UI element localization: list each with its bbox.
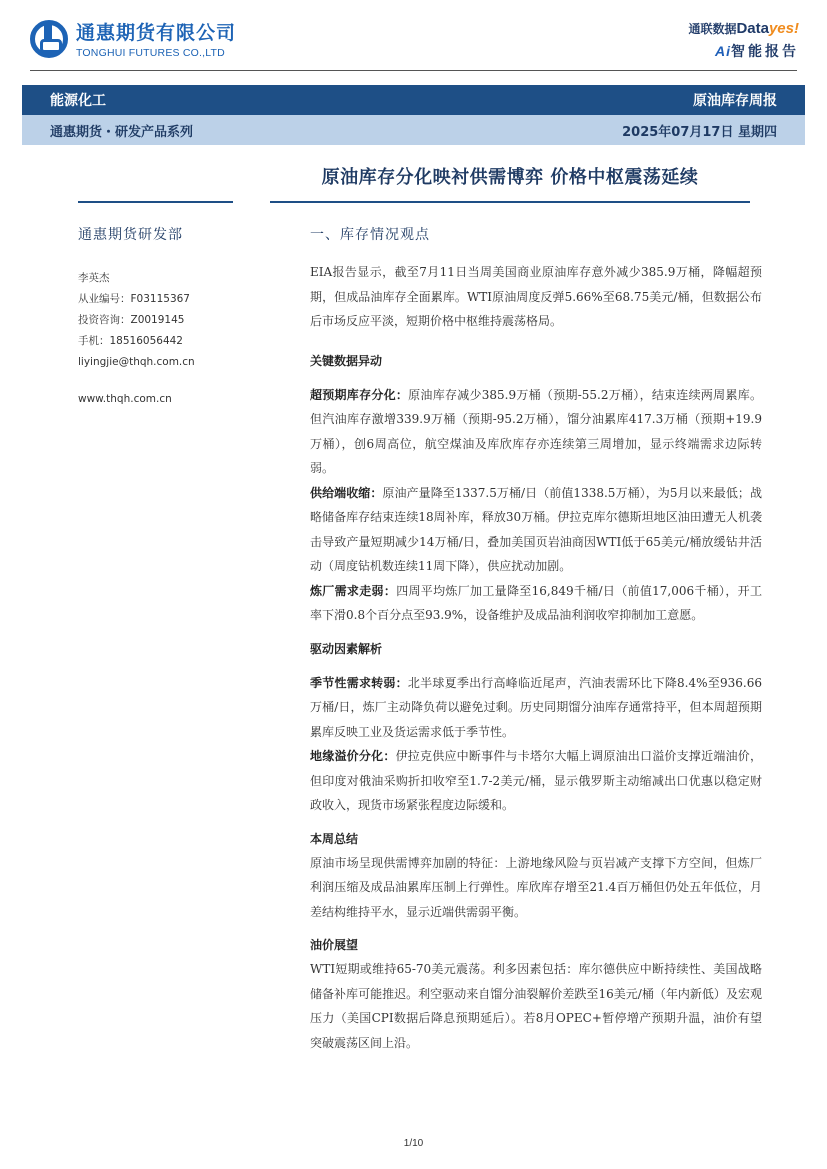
author-sidebar: [78, 224, 253, 410]
outlook-paragraph: WTI短期或维持65-70美元震荡。利多因素包括：库尔德供应中断持续性、美国战略储备补库可能推迟。利空驱动来自馏分油裂解价差跌至16美元/桶（年内新低）及宏观压力（美国CPI数据后降息预期延后）。若8月OPEC+暂停增产预期升温，油价有望突破震荡区间上沿。: [310, 962, 762, 1050]
driver-item-lead: 季节性需求转弱：: [310, 675, 408, 690]
intro-paragraph: EIA报告显示，截至7月11日当周美国商业原油库存意外减少385.9万桶，降幅超预期，但成品油库存全面累库。WTI原油周度反弹5.66%至68.75美元/桶，但数据公布后市场反应平淡，短期价格中枢维持震荡格局。: [310, 265, 762, 328]
key-item-refinery: [310, 579, 762, 628]
page-number: 1/10: [403, 1138, 424, 1149]
page-title: 原油库存分化映衬供需博弈 价格中枢震荡延续: [321, 167, 699, 188]
report-date: 2025年07月17日 星期四: [622, 124, 777, 140]
phone-number: 手机：18516056442: [78, 335, 183, 347]
main-content: [310, 224, 762, 1055]
practice-number: 从业编号：F03115367: [78, 293, 190, 305]
title-rule: [270, 201, 750, 203]
ai-mark: Ai: [715, 43, 731, 59]
key-item-lead: 供给端收缩：: [310, 485, 383, 500]
outlook-heading: 油价展望: [310, 938, 359, 952]
category-band: [22, 85, 805, 115]
key-item-text: 四周平均炼厂加工量降至16,849千桶/日（前值17,006千桶），开工率下滑0.8个百分点至93.9%，设备维护及成品油利润收窄抑制加工意愿。: [310, 583, 762, 622]
header-divider: [30, 70, 797, 71]
driver-item-lead: 地缘溢价分化：: [310, 749, 396, 763]
company-name-cn: 通惠期货有限公司: [76, 22, 237, 44]
datayes-logo: [688, 20, 799, 61]
department-name: 通惠期货研发部: [78, 227, 183, 243]
website-link[interactable]: www.thqh.com.cn: [78, 393, 172, 405]
key-item-text: 原油产量降至1337.5万桶/日（前值1338.5万桶），为5月以来最低；战略储备库存结束连续18周补库，释放30万桶。伊拉克库尔德斯坦地区油田遭无人机袭击导致产量短期减少14万桶/日，叠加美国页岩油商因WTI低于65美元/桶放缓钻井活动（周度钻机数连续11周下降），供应扰动加剧。: [310, 485, 762, 573]
key-data-heading: 关键数据异动: [310, 353, 383, 368]
sidebar-rule: [78, 201, 233, 203]
series-band: [22, 115, 805, 145]
category-label: 能源化工: [50, 93, 106, 109]
driver-item-seasonal: [310, 671, 762, 745]
key-item-supply: [310, 481, 762, 579]
key-item-lead: 超预期库存分化：: [310, 387, 409, 402]
company-name-en: TONGHUI FUTURES CO.,LTD: [76, 47, 225, 59]
summary-paragraph: 原油市场呈现供需博弈加剧的特征：上游地缘风险与页岩减产支撑下方空间，但炼厂利润压缩及成品油累库压制上行弹性。库欣库存增至21.4百万桶但仍处五年低位，月差结构维持平水，显示近端供需弱平衡。: [310, 855, 762, 919]
company-logo-icon: [30, 20, 68, 58]
key-item-lead: 炼厂需求走弱：: [310, 583, 397, 598]
report-type-label: 原油库存周报: [693, 93, 777, 109]
drivers-heading: 驱动因素解析: [310, 641, 383, 656]
company-logo: [30, 18, 236, 59]
author-name: 李英杰: [78, 272, 110, 284]
datayes-brand-yes: yes!: [768, 20, 799, 37]
key-item-inventory: [310, 383, 762, 481]
datayes-prefix: 通联数据: [688, 22, 737, 36]
ai-report-label: 智能报告: [731, 44, 799, 60]
summary-heading: 本周总结: [310, 831, 359, 846]
series-label: 通惠期货・研发产品系列: [50, 124, 194, 140]
email-link[interactable]: liyingjie@thqh.com.cn: [78, 356, 195, 368]
driver-item-geopolitics: [310, 744, 762, 818]
key-item-text: 原油库存减少385.9万桶（预期-55.2万桶），结束连续两周累库。但汽油库存激增339.9万桶（预期-95.2万桶），馏分油累库417.3万桶（预期+19.9万桶），创6周高位，航空煤油及库欣库存亦连续第三周增加，显示终端需求边际转弱。: [310, 387, 762, 475]
datayes-brand-data: Data: [736, 20, 769, 37]
driver-item-text: 北半球夏季出行高峰临近尾声，汽油表需环比下降8.4%至936.66万桶/日，炼厂主动降负荷以避免过剩。历史同期馏分油库存通常持平，但本周超预期累库反映工业及货运需求低于季节性。: [310, 675, 762, 739]
driver-item-text: 伊拉克供应中断事件与卡塔尔大幅上调原油出口溢价支撑近端油价，但印度对俄油采购折扣收窄至1.7-2美元/桶，显示俄罗斯主动缩减出口优惠以稳定财政收入，现货市场紧张程度边际缓和。: [310, 749, 762, 812]
consulting-number: 投资咨询：Z0019145: [78, 314, 185, 326]
section-heading: 一、库存情况观点: [310, 227, 430, 243]
